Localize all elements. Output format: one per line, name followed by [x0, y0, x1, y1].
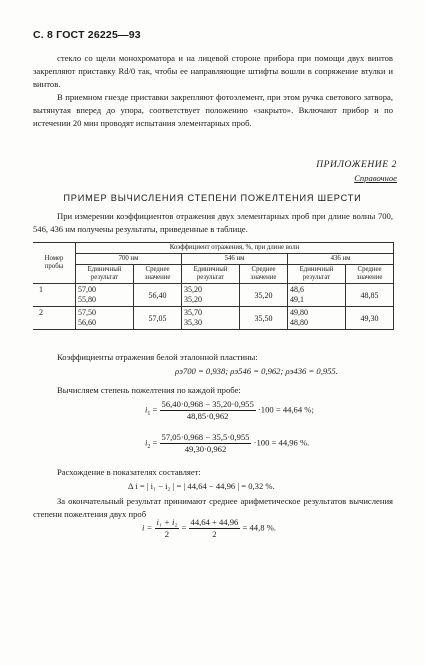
white-plate-values: ρэ700 = 0,938; ρэ546 = 0,962; ρэ436 = 0,955.	[175, 366, 338, 376]
final-paragraph: За окончательный результат принимают среднее арифметическое результатов вычисления степени пожелтения двух проб	[33, 496, 393, 519]
appendix-heading	[316, 160, 397, 183]
header-sample: Номер пробы	[33, 243, 76, 284]
sub-single-546: Единичный результат	[182, 265, 240, 284]
header-700: 700 нм	[76, 254, 182, 265]
section-title: ПРИМЕР ВЫЧИСЛЕНИЯ СТЕПЕНИ ПОЖЕЛТЕНИЯ ШЕРСТИ	[63, 193, 362, 203]
sub-single-436: Единичный результат	[288, 265, 346, 284]
value-546: 35,70 35,30	[182, 307, 240, 330]
formula-i2: $i_2$ = $\frac{57,05\cdot 0,968 - 35,5\cdot 0,955}{49,30\cdot 0,962}$ ·100 = 44,96 %.	[145, 432, 310, 454]
intro-paragraph: При измерении коэффициентов отражения двух элементарных проб при длине волны 700, 546, 436 нм получены результаты, приведенные в таблице.	[33, 211, 393, 234]
degree-label: Вычисляем степень пожелтения по каждой пробе:	[57, 385, 241, 395]
value-436: 49,80 48,80	[288, 307, 346, 330]
sub-avg-436: Среднее значение	[346, 265, 394, 284]
discrepancy-label: Расхождение в показателях составляет:	[57, 467, 201, 477]
header-546: 546 нм	[182, 254, 288, 265]
sub-avg-546: Среднее значение	[240, 265, 288, 284]
table-row	[33, 307, 394, 330]
appendix-type: Справочное	[354, 173, 397, 183]
value-546: 35,20 35,20	[182, 284, 240, 307]
white-plate-label: Коэффициенты отражения белой эталонной пластины:	[57, 352, 258, 362]
paragraph-2: В приемном гнезде приставки закрепляют фотоэлемент, при этом ручка светового затвора, вытянутая вперед до упора, соответствует положению «закрыто». Включают прибор и по истечении 20 мин проводят испытания элементарных проб.	[33, 92, 393, 128]
sample-number: 1	[33, 284, 76, 307]
appendix-label: ПРИЛОЖЕНИЕ 2	[316, 160, 397, 170]
table-row	[33, 284, 394, 307]
avg-700: 57,05	[134, 307, 182, 330]
discrepancy-formula: Δ i = | i₁ − i₂ | = | 44,64 − 44,96 | = 0,32 %.	[128, 481, 275, 491]
sample-number: 2	[33, 307, 76, 330]
formula-i1: $i_1$ = $\frac{56,40\cdot 0,968 - 35,20\cdot 0,955}{48,85\cdot 0,962}$ ·100 = 44,64 %;	[145, 399, 314, 421]
page-header: С. 8 ГОСТ 26225—93	[33, 29, 141, 41]
paragraph-1: стекло со щели монохроматора и на лицевой стороне прибора при помощи двух винтов закрепляют приставку Rd/0 так, чтобы ее направляющие штифты вошли в сопряжение втулки и винтов.	[33, 53, 393, 89]
avg-546: 35,20	[240, 284, 288, 307]
avg-546: 35,50	[240, 307, 288, 330]
formula-final: i = $\frac{\text{i₁ + i₂}}{2}$ = $\frac{44,64 + 44,96}{2}$ = 44,8 %.	[142, 517, 276, 539]
sub-single-700: Единичный результат	[76, 265, 134, 284]
avg-700: 56,40	[134, 284, 182, 307]
value-700: 57,00 55,80	[76, 284, 134, 307]
sub-avg-700: Среднее значение	[134, 265, 182, 284]
header-coefficient: Коэффициент отражения, %, при длине волн	[76, 243, 394, 254]
reflectance-table	[33, 242, 394, 330]
avg-436: 48,85	[346, 284, 394, 307]
value-700: 57,50 56,60	[76, 307, 134, 330]
header-436: 436 нм	[288, 254, 394, 265]
avg-436: 49,30	[346, 307, 394, 330]
value-436: 48,6 49,1	[288, 284, 346, 307]
